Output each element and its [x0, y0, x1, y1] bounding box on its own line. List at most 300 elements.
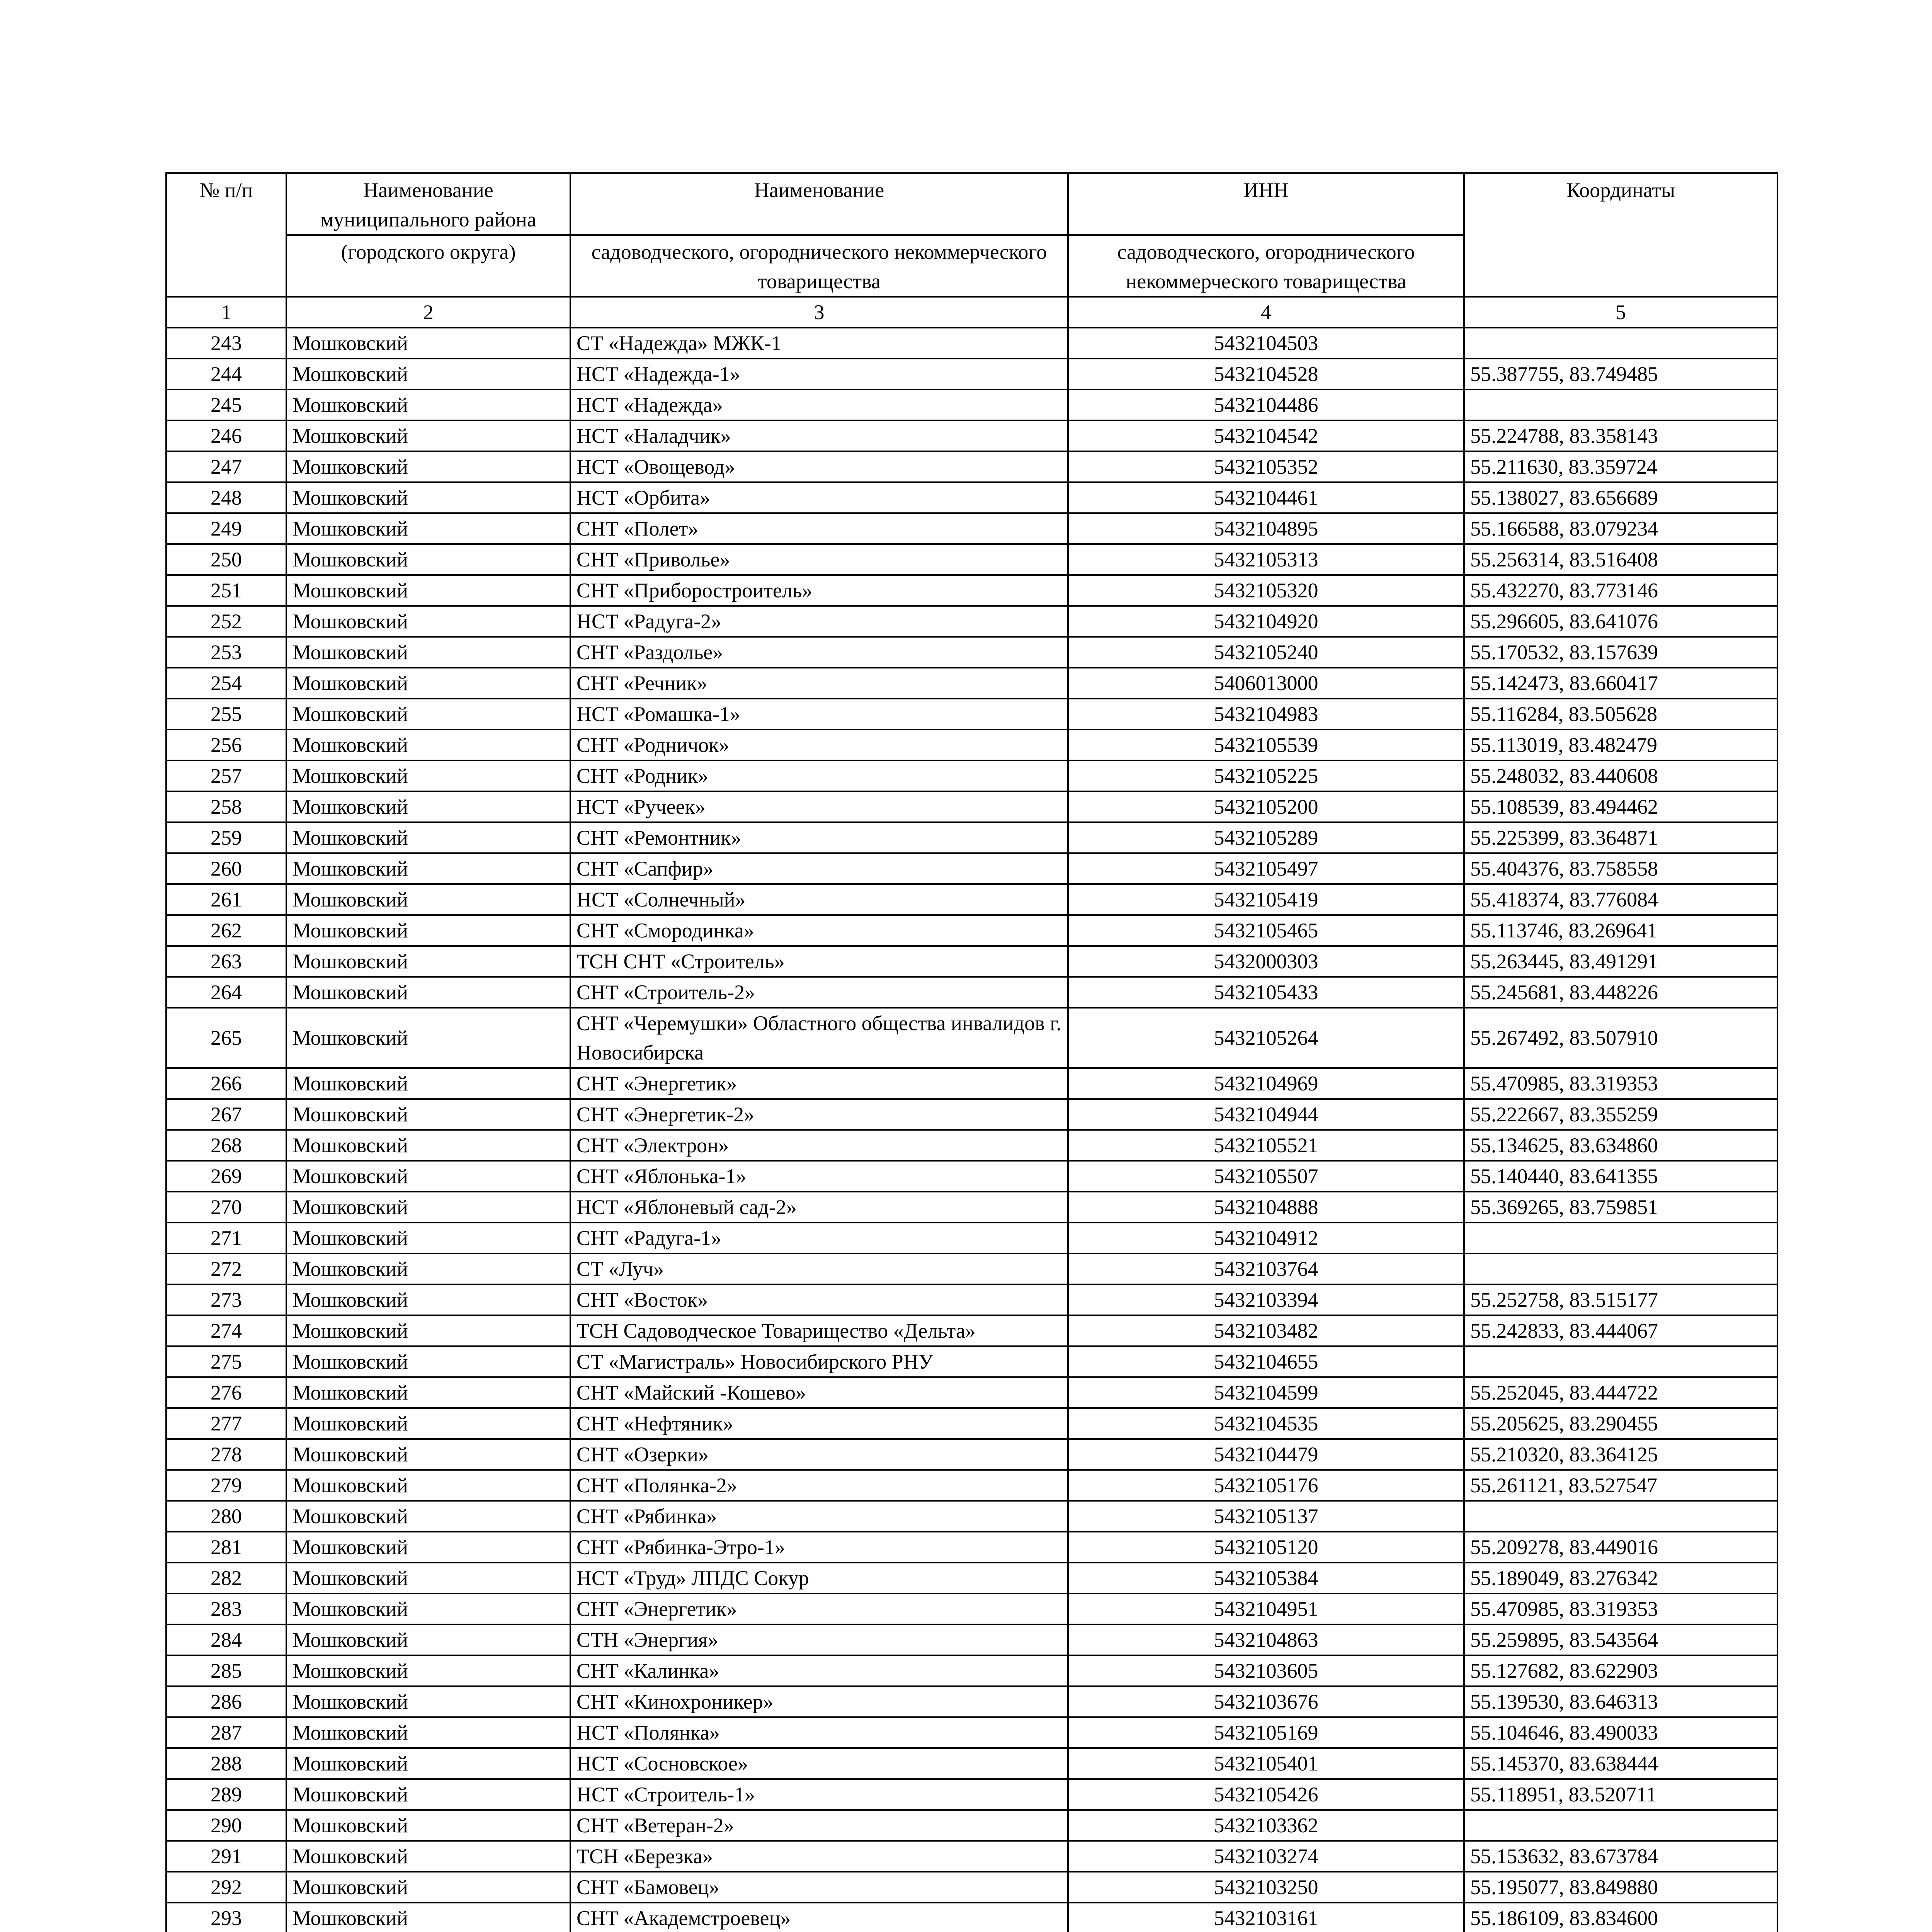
table-row	[166, 1563, 1777, 1594]
row-number: 285	[166, 1655, 286, 1686]
partnership-name: СНТ «Смородинка»	[570, 915, 1068, 946]
partnership-name: ТСН Садоводческое Товарищество «Дельта»	[570, 1315, 1068, 1346]
coordinates-value: 55.259895, 83.543564	[1464, 1624, 1777, 1655]
district-name: Мошковский	[286, 513, 570, 544]
district-name: Мошковский	[286, 606, 570, 637]
district-name: Мошковский	[286, 575, 570, 606]
district-name: Мошковский	[286, 791, 570, 822]
row-number: 255	[166, 699, 286, 730]
partnership-name: СНТ «Приборостроитель»	[570, 575, 1068, 606]
row-number: 249	[166, 513, 286, 544]
partnership-name: НСТ «Радуга-2»	[570, 606, 1068, 637]
inn-value: 5432104969	[1068, 1068, 1464, 1099]
partnership-name: НСТ «Солнечный»	[570, 884, 1068, 915]
row-number: 264	[166, 977, 286, 1008]
coordinates-value: 55.470985, 83.319353	[1464, 1068, 1777, 1099]
row-number: 268	[166, 1130, 286, 1161]
partnership-name: СТ «Надежда» МЖК-1	[570, 328, 1068, 359]
inn-value: 5432105539	[1068, 730, 1464, 760]
district-name: Мошковский	[286, 668, 570, 699]
table-row	[166, 575, 1777, 606]
partnership-name: СНТ «Восток»	[570, 1284, 1068, 1315]
table-row	[166, 482, 1777, 513]
table-row	[166, 1594, 1777, 1624]
row-number: 282	[166, 1563, 286, 1594]
row-number: 266	[166, 1068, 286, 1099]
partnership-name: СНТ «Родничок»	[570, 730, 1068, 760]
table-row	[166, 1501, 1777, 1532]
row-number: 293	[166, 1903, 286, 1932]
partnership-name: СНТ «Сапфир»	[570, 853, 1068, 884]
coordinates-value: 55.387755, 83.749485	[1464, 359, 1777, 389]
inn-value: 5432103274	[1068, 1841, 1464, 1872]
partnership-name: СНТ «Раздолье»	[570, 637, 1068, 668]
coordinates-value	[1464, 1346, 1777, 1377]
inn-value: 5432105169	[1068, 1717, 1464, 1748]
header-inn: ИНН	[1068, 173, 1464, 235]
row-number: 278	[166, 1439, 286, 1470]
district-name: Мошковский	[286, 1223, 570, 1253]
inn-value: 5432104920	[1068, 606, 1464, 637]
inn-value: 5432105465	[1068, 915, 1464, 946]
coordinates-value: 55.252045, 83.444722	[1464, 1377, 1777, 1408]
row-number: 270	[166, 1192, 286, 1223]
header-coordinates: Координаты	[1464, 173, 1777, 297]
partnership-name: СНТ «Бамовец»	[570, 1872, 1068, 1903]
inn-value: 5432105176	[1068, 1470, 1464, 1501]
table-row	[166, 853, 1777, 884]
district-name: Мошковский	[286, 760, 570, 791]
registry-table	[165, 172, 1778, 1932]
column-number: 5	[1464, 297, 1777, 328]
table-row	[166, 1315, 1777, 1346]
row-number: 291	[166, 1841, 286, 1872]
partnership-name: СНТ «Энергетик»	[570, 1594, 1068, 1624]
header-inn-sub: садоводческого, огороднического некоммерческого товарищества	[1068, 235, 1464, 297]
inn-value: 5432105225	[1068, 760, 1464, 791]
district-name: Мошковский	[286, 420, 570, 451]
table-row	[166, 1408, 1777, 1439]
row-number: 280	[166, 1501, 286, 1532]
row-number: 276	[166, 1377, 286, 1408]
row-number: 292	[166, 1872, 286, 1903]
header-district: Наименование муниципального района	[286, 173, 570, 235]
partnership-name: НСТ «Надежда-1»	[570, 359, 1068, 389]
table-row	[166, 1377, 1777, 1408]
table-row	[166, 1779, 1777, 1810]
coordinates-value: 55.432270, 83.773146	[1464, 575, 1777, 606]
row-number: 263	[166, 946, 286, 977]
partnership-name: ТСН СНТ «Строитель»	[570, 946, 1068, 977]
inn-value: 5432104912	[1068, 1223, 1464, 1253]
row-number: 248	[166, 482, 286, 513]
row-number: 244	[166, 359, 286, 389]
partnership-name: НСТ «Труд» ЛПДС Сокур	[570, 1563, 1068, 1594]
coordinates-value: 55.145370, 83.638444	[1464, 1748, 1777, 1779]
row-number: 257	[166, 760, 286, 791]
column-number: 3	[570, 297, 1068, 328]
district-name: Мошковский	[286, 328, 570, 359]
row-number: 252	[166, 606, 286, 637]
coordinates-value: 55.222667, 83.355259	[1464, 1099, 1777, 1130]
district-name: Мошковский	[286, 637, 570, 668]
table-row	[166, 1470, 1777, 1501]
table-body	[166, 173, 1777, 1932]
row-number: 287	[166, 1717, 286, 1748]
inn-value: 5432105264	[1068, 1008, 1464, 1068]
district-name: Мошковский	[286, 1655, 570, 1686]
district-name: Мошковский	[286, 1130, 570, 1161]
inn-value: 5406013000	[1068, 668, 1464, 699]
coordinates-value: 55.108539, 83.494462	[1464, 791, 1777, 822]
inn-value: 5432104503	[1068, 328, 1464, 359]
table-row	[166, 359, 1777, 389]
column-number-row	[166, 297, 1777, 328]
inn-value: 5432104944	[1068, 1099, 1464, 1130]
coordinates-value: 55.296605, 83.641076	[1464, 606, 1777, 637]
table-row	[166, 513, 1777, 544]
coordinates-value: 55.189049, 83.276342	[1464, 1563, 1777, 1594]
partnership-name: СТ «Магистраль» Новосибирского РНУ	[570, 1346, 1068, 1377]
district-name: Мошковский	[286, 1253, 570, 1284]
partnership-name: НСТ «Полянка»	[570, 1717, 1068, 1748]
table-row	[166, 884, 1777, 915]
row-number: 262	[166, 915, 286, 946]
table-row	[166, 1099, 1777, 1130]
coordinates-value: 55.116284, 83.505628	[1464, 699, 1777, 730]
coordinates-value: 55.118951, 83.520711	[1464, 1779, 1777, 1810]
table-row	[166, 1841, 1777, 1872]
partnership-name: СНТ «Полет»	[570, 513, 1068, 544]
district-name: Мошковский	[286, 1779, 570, 1810]
coordinates-value: 55.153632, 83.673784	[1464, 1841, 1777, 1872]
partnership-name: СНТ «Рябинка»	[570, 1501, 1068, 1532]
table-row	[166, 328, 1777, 359]
row-number: 272	[166, 1253, 286, 1284]
inn-value: 5432105137	[1068, 1501, 1464, 1532]
district-name: Мошковский	[286, 1377, 570, 1408]
district-name: Мошковский	[286, 451, 570, 482]
row-number: 279	[166, 1470, 286, 1501]
partnership-name: СНТ «Родник»	[570, 760, 1068, 791]
coordinates-value: 55.263445, 83.491291	[1464, 946, 1777, 977]
district-name: Мошковский	[286, 1068, 570, 1099]
row-number: 289	[166, 1779, 286, 1810]
coordinates-value: 55.418374, 83.776084	[1464, 884, 1777, 915]
inn-value: 5432105419	[1068, 884, 1464, 915]
table-row	[166, 915, 1777, 946]
partnership-name: НСТ «Яблоневый сад-2»	[570, 1192, 1068, 1223]
district-name: Мошковский	[286, 482, 570, 513]
district-name: Мошковский	[286, 389, 570, 420]
partnership-name: СНТ «Энергетик»	[570, 1068, 1068, 1099]
table-row	[166, 1810, 1777, 1841]
district-name: Мошковский	[286, 1008, 570, 1068]
partnership-name: НСТ «Ромашка-1»	[570, 699, 1068, 730]
district-name: Мошковский	[286, 1563, 570, 1594]
district-name: Мошковский	[286, 699, 570, 730]
coordinates-value: 55.248032, 83.440608	[1464, 760, 1777, 791]
header-name: Наименование	[570, 173, 1068, 235]
district-name: Мошковский	[286, 1408, 570, 1439]
row-number: 251	[166, 575, 286, 606]
partnership-name: СТ «Луч»	[570, 1253, 1068, 1284]
inn-value: 5432105401	[1068, 1748, 1464, 1779]
district-name: Мошковский	[286, 1903, 570, 1932]
row-number: 254	[166, 668, 286, 699]
table-row	[166, 1008, 1777, 1068]
partnership-name: СНТ «Электрон»	[570, 1130, 1068, 1161]
row-number: 277	[166, 1408, 286, 1439]
partnership-name: НСТ «Сосновское»	[570, 1748, 1068, 1779]
partnership-name: НСТ «Ручеек»	[570, 791, 1068, 822]
coordinates-value	[1464, 389, 1777, 420]
table-row	[166, 1161, 1777, 1192]
header-district-sub: (городского округа)	[286, 235, 570, 297]
partnership-name: СНТ «Ремонтник»	[570, 822, 1068, 853]
inn-value: 5432104655	[1068, 1346, 1464, 1377]
row-number: 267	[166, 1099, 286, 1130]
table-row	[166, 760, 1777, 791]
table-row	[166, 1346, 1777, 1377]
coordinates-value: 55.369265, 83.759851	[1464, 1192, 1777, 1223]
district-name: Мошковский	[286, 1594, 570, 1624]
table-row	[166, 1532, 1777, 1563]
district-name: Мошковский	[286, 1439, 570, 1470]
coordinates-value: 55.205625, 83.290455	[1464, 1408, 1777, 1439]
coordinates-value	[1464, 1253, 1777, 1284]
district-name: Мошковский	[286, 1470, 570, 1501]
inn-value: 5432105320	[1068, 575, 1464, 606]
row-number: 253	[166, 637, 286, 668]
inn-value: 5432103676	[1068, 1686, 1464, 1717]
inn-value: 5432104461	[1068, 482, 1464, 513]
district-name: Мошковский	[286, 1624, 570, 1655]
partnership-name: СНТ «Радуга-1»	[570, 1223, 1068, 1253]
inn-value: 5432103482	[1068, 1315, 1464, 1346]
coordinates-value: 55.139530, 83.646313	[1464, 1686, 1777, 1717]
district-name: Мошковский	[286, 359, 570, 389]
row-number: 247	[166, 451, 286, 482]
row-number: 281	[166, 1532, 286, 1563]
table-row	[166, 606, 1777, 637]
coordinates-value: 55.166588, 83.079234	[1464, 513, 1777, 544]
inn-value: 5432104863	[1068, 1624, 1464, 1655]
partnership-name: СНТ «Приволье»	[570, 544, 1068, 575]
inn-value: 5432104479	[1068, 1439, 1464, 1470]
table-row	[166, 637, 1777, 668]
coordinates-value: 55.104646, 83.490033	[1464, 1717, 1777, 1748]
table-row	[166, 1903, 1777, 1932]
district-name: Мошковский	[286, 1346, 570, 1377]
coordinates-value: 55.195077, 83.849880	[1464, 1872, 1777, 1903]
coordinates-value: 55.252758, 83.515177	[1464, 1284, 1777, 1315]
coordinates-value: 55.209278, 83.449016	[1464, 1532, 1777, 1563]
coordinates-value: 55.127682, 83.622903	[1464, 1655, 1777, 1686]
table-row	[166, 1686, 1777, 1717]
inn-value: 5432105507	[1068, 1161, 1464, 1192]
partnership-name: ТСН «Березка»	[570, 1841, 1068, 1872]
district-name: Мошковский	[286, 1099, 570, 1130]
coordinates-value: 55.113019, 83.482479	[1464, 730, 1777, 760]
coordinates-value	[1464, 1810, 1777, 1841]
district-name: Мошковский	[286, 730, 570, 760]
row-number: 245	[166, 389, 286, 420]
row-number: 250	[166, 544, 286, 575]
inn-value: 5432103250	[1068, 1872, 1464, 1903]
coordinates-value	[1464, 1223, 1777, 1253]
district-name: Мошковский	[286, 1872, 570, 1903]
table-row	[166, 822, 1777, 853]
district-name: Мошковский	[286, 1161, 570, 1192]
partnership-name: СНТ «Черемушки» Областного общества инвалидов г. Новосибирска	[570, 1008, 1068, 1068]
coordinates-value: 55.134625, 83.634860	[1464, 1130, 1777, 1161]
inn-value: 5432105289	[1068, 822, 1464, 853]
inn-value: 5432104599	[1068, 1377, 1464, 1408]
district-name: Мошковский	[286, 1192, 570, 1223]
partnership-name: НСТ «Строитель-1»	[570, 1779, 1068, 1810]
coordinates-value: 55.470985, 83.319353	[1464, 1594, 1777, 1624]
district-name: Мошковский	[286, 915, 570, 946]
partnership-name: СНТ «Калинка»	[570, 1655, 1068, 1686]
district-name: Мошковский	[286, 1748, 570, 1779]
partnership-name: НСТ «Надежда»	[570, 389, 1068, 420]
coordinates-value: 55.404376, 83.758558	[1464, 853, 1777, 884]
inn-value: 5432104983	[1068, 699, 1464, 730]
table-row	[166, 791, 1777, 822]
coordinates-value: 55.242833, 83.444067	[1464, 1315, 1777, 1346]
district-name: Мошковский	[286, 853, 570, 884]
table-row	[166, 730, 1777, 760]
district-name: Мошковский	[286, 544, 570, 575]
coordinates-value: 55.142473, 83.660417	[1464, 668, 1777, 699]
partnership-name: СНТ «Академстроевец»	[570, 1903, 1068, 1932]
coordinates-value	[1464, 1501, 1777, 1532]
partnership-name: СНТ «Энергетик-2»	[570, 1099, 1068, 1130]
coordinates-value: 55.261121, 83.527547	[1464, 1470, 1777, 1501]
partnership-name: СНТ «Яблонька-1»	[570, 1161, 1068, 1192]
inn-value: 5432104542	[1068, 420, 1464, 451]
partnership-name: СНТ «Строитель-2»	[570, 977, 1068, 1008]
partnership-name: СТН «Энергия»	[570, 1624, 1068, 1655]
inn-value: 5432103605	[1068, 1655, 1464, 1686]
coordinates-value: 55.225399, 83.364871	[1464, 822, 1777, 853]
inn-value: 5432105433	[1068, 977, 1464, 1008]
district-name: Мошковский	[286, 977, 570, 1008]
table-row	[166, 1284, 1777, 1315]
table-row	[166, 946, 1777, 977]
partnership-name: СНТ «Полянка-2»	[570, 1470, 1068, 1501]
inn-value: 5432105313	[1068, 544, 1464, 575]
table-row	[166, 1223, 1777, 1253]
row-number: 274	[166, 1315, 286, 1346]
inn-value: 5432104486	[1068, 389, 1464, 420]
district-name: Мошковский	[286, 1717, 570, 1748]
inn-value: 5432103764	[1068, 1253, 1464, 1284]
district-name: Мошковский	[286, 1686, 570, 1717]
inn-value: 5432103161	[1068, 1903, 1464, 1932]
inn-value: 5432104888	[1068, 1192, 1464, 1223]
inn-value: 5432105240	[1068, 637, 1464, 668]
partnership-name: СНТ «Речник»	[570, 668, 1068, 699]
district-name: Мошковский	[286, 1532, 570, 1563]
inn-value: 5432104951	[1068, 1594, 1464, 1624]
partnership-name: СНТ «Озерки»	[570, 1439, 1068, 1470]
table-row	[166, 1624, 1777, 1655]
row-number: 284	[166, 1624, 286, 1655]
row-number: 261	[166, 884, 286, 915]
coordinates-value: 55.140440, 83.641355	[1464, 1161, 1777, 1192]
row-number: 246	[166, 420, 286, 451]
coordinates-value: 55.245681, 83.448226	[1464, 977, 1777, 1008]
table-row	[166, 389, 1777, 420]
coordinates-value: 55.256314, 83.516408	[1464, 544, 1777, 575]
inn-value: 5432104535	[1068, 1408, 1464, 1439]
partnership-name: СНТ «Майский -Кошево»	[570, 1377, 1068, 1408]
partnership-name: СНТ «Нефтяник»	[570, 1408, 1068, 1439]
header-number: № п/п	[166, 173, 286, 297]
district-name: Мошковский	[286, 946, 570, 977]
inn-value: 5432105426	[1068, 1779, 1464, 1810]
district-name: Мошковский	[286, 1810, 570, 1841]
row-number: 275	[166, 1346, 286, 1377]
row-number: 288	[166, 1748, 286, 1779]
table-row	[166, 1655, 1777, 1686]
row-number: 271	[166, 1223, 286, 1253]
inn-value: 5432105384	[1068, 1563, 1464, 1594]
table-row	[166, 1872, 1777, 1903]
inn-value: 5432104895	[1068, 513, 1464, 544]
table-row	[166, 1253, 1777, 1284]
column-number: 1	[166, 297, 286, 328]
inn-value: 5432105200	[1068, 791, 1464, 822]
district-name: Мошковский	[286, 1315, 570, 1346]
table-row	[166, 1439, 1777, 1470]
table-row	[166, 1068, 1777, 1099]
district-name: Мошковский	[286, 884, 570, 915]
row-number: 243	[166, 328, 286, 359]
coordinates-value: 55.170532, 83.157639	[1464, 637, 1777, 668]
table-row	[166, 1130, 1777, 1161]
table-row	[166, 699, 1777, 730]
coordinates-value: 55.113746, 83.269641	[1464, 915, 1777, 946]
header-name-sub: садоводческого, огороднического некоммерческого товарищества	[570, 235, 1068, 297]
coordinates-value: 55.138027, 83.656689	[1464, 482, 1777, 513]
table-row	[166, 420, 1777, 451]
coordinates-value	[1464, 328, 1777, 359]
table-row	[166, 1192, 1777, 1223]
inn-value: 5432000303	[1068, 946, 1464, 977]
coordinates-value: 55.211630, 83.359724	[1464, 451, 1777, 482]
coordinates-value: 55.267492, 83.507910	[1464, 1008, 1777, 1068]
row-number: 286	[166, 1686, 286, 1717]
row-number: 260	[166, 853, 286, 884]
table-row	[166, 977, 1777, 1008]
header-row-top	[166, 173, 1777, 235]
row-number: 259	[166, 822, 286, 853]
coordinates-value: 55.210320, 83.364125	[1464, 1439, 1777, 1470]
table-row	[166, 668, 1777, 699]
district-name: Мошковский	[286, 1841, 570, 1872]
column-number: 4	[1068, 297, 1464, 328]
district-name: Мошковский	[286, 1501, 570, 1532]
district-name: Мошковский	[286, 1284, 570, 1315]
coordinates-value: 55.224788, 83.358143	[1464, 420, 1777, 451]
row-number: 265	[166, 1008, 286, 1068]
row-number: 283	[166, 1594, 286, 1624]
table-row	[166, 451, 1777, 482]
partnership-name: СНТ «Ветеран-2»	[570, 1810, 1068, 1841]
